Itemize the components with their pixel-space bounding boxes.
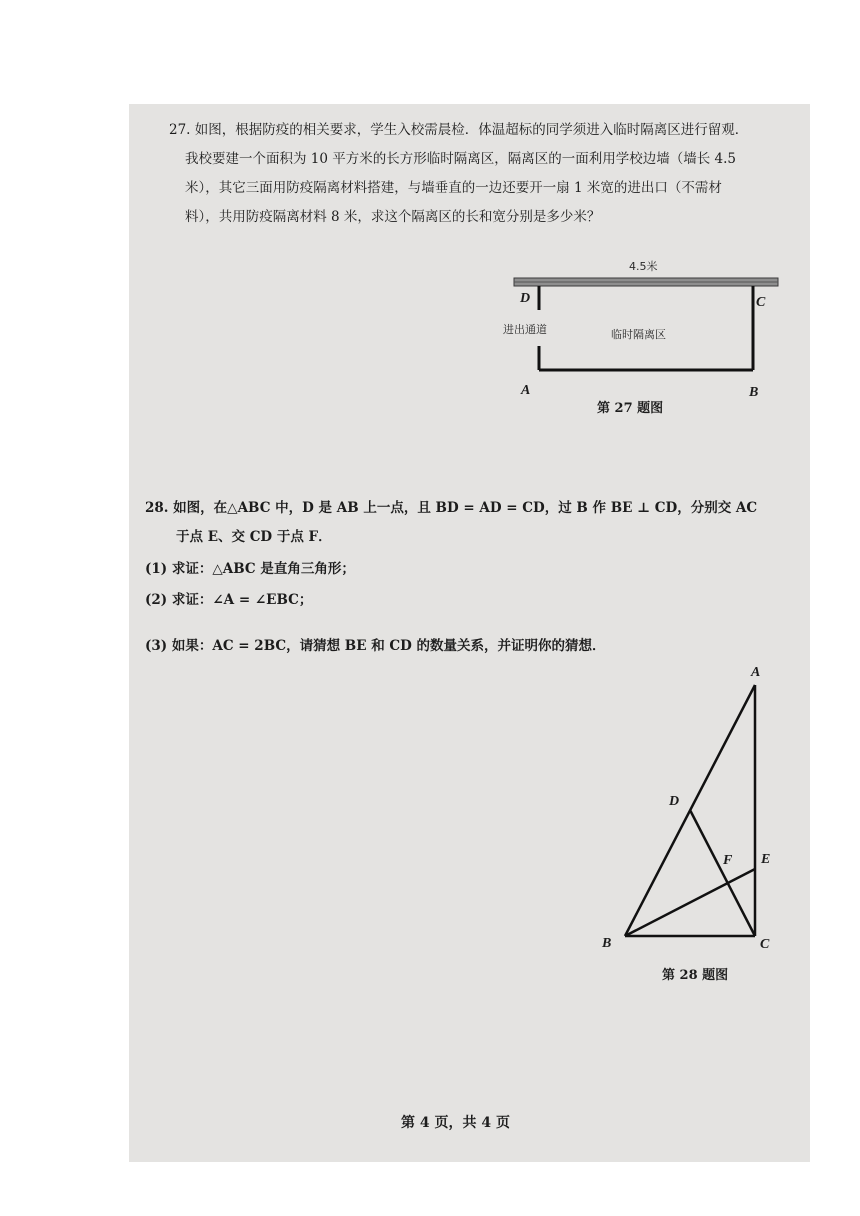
- fig27-caption: 第 27 题图: [597, 401, 664, 416]
- entrance-label: 进出通道: [503, 323, 547, 336]
- q28-text-line-2: 于点 E、交 CD 于点 F．: [176, 529, 332, 545]
- q27-text-line-3: 米），其它三面用防疫隔离材料搭建，与墙垂直的一边还要开一扇 1 米宽的进出口（不需材: [185, 180, 722, 196]
- point-d-label: D: [669, 794, 680, 809]
- point-b-label: B: [749, 385, 759, 400]
- q28-text-line-1: 28. 如图，在△ABC 中，D 是 AB 上一点，且 BD = AD = CD，过 B 作 BE ⊥ CD，分别交 AC: [145, 500, 758, 516]
- q28-figure: [129, 104, 810, 1004]
- q27-text-line-1: 27. 如图，根据防疫的相关要求，学生入校需晨检．体温超标的同学须进入临时隔离区进行留观．: [169, 122, 749, 138]
- page-footer: 第 4 页，共 4 页: [401, 1115, 510, 1131]
- point-f-label: F: [723, 853, 733, 868]
- wall-length-label: 4.5米: [629, 260, 658, 273]
- q27-text-line-2: 我校要建一个面积为 10 平方米的长方形临时隔离区，隔离区的一面利用学校边墙（墙长 4.5: [185, 151, 737, 167]
- q28-part-2: (2) 求证：∠A = ∠EBC；: [145, 592, 313, 608]
- point-a-label: A: [751, 665, 761, 680]
- point-a-label: A: [521, 383, 531, 398]
- area-label: 临时隔离区: [611, 328, 666, 341]
- q27-text-line-4: 料），共用防疫隔离材料 8 米，求这个隔离区的长和宽分别是多少米？: [185, 209, 601, 225]
- point-d-label: D: [520, 291, 531, 306]
- fig28-caption: 第 28 题图: [662, 968, 729, 983]
- q28-part-3: (3) 如果：AC = 2BC，请猜想 BE 和 CD 的数量关系，并证明你的猜想．: [145, 638, 606, 654]
- exam-page: [129, 104, 810, 1162]
- point-b-label: B: [602, 936, 612, 951]
- point-c-label: C: [756, 295, 766, 310]
- point-e-label: E: [761, 852, 771, 867]
- point-c-label: C: [760, 937, 770, 952]
- q28-part-1: (1) 求证：△ABC 是直角三角形；: [145, 561, 355, 577]
- segment-be: [625, 869, 755, 936]
